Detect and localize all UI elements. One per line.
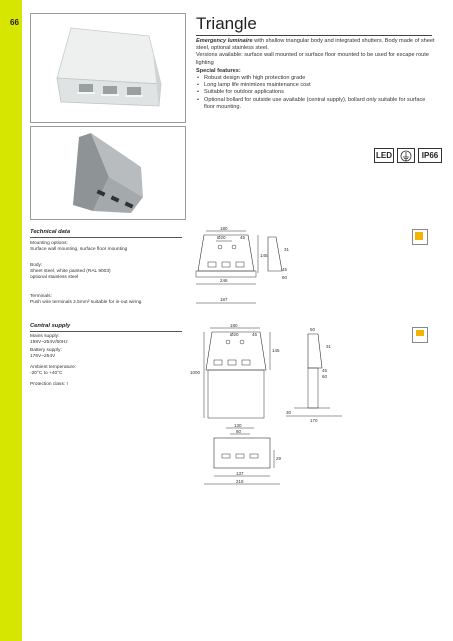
central-supply-heading: Central supply [30,323,71,329]
battery-value: 176V~254V [30,354,56,360]
dim-label: 1000 [190,370,201,375]
dim-label: 170 [310,418,318,423]
dim-label: 130 [234,423,242,428]
floor-mount-symbol-icon [412,327,428,343]
battery-supply [30,348,190,360]
dim-label: 137 [236,471,244,476]
led-badge: LED [374,148,394,163]
dim-label: 187 [220,297,228,302]
dim-label: 45 [282,267,288,272]
ambient-label: Ambient temperature: [30,365,77,370]
dim-label: 180 [230,323,238,328]
mains-supply [30,334,190,346]
accent-sidebar [0,0,22,641]
feature-item: • Suitable for outdoor applications [204,89,436,96]
title-divider [196,35,432,36]
product-title: Triangle [196,14,257,33]
wall-mount-symbol-icon [412,229,428,245]
technical-data-heading: Technical data [30,229,71,235]
features-heading: Special features: [196,67,241,74]
ambient-value: -20°C to +40°C [30,371,63,377]
description-lead-text: with shallow triangular body and integrated shutters. Body made of sheet steel, optional stainless steel. [196,38,435,52]
dim-label: 145 [260,253,268,258]
wall-luminaire-image [31,14,185,122]
mounting-label: Mounting options: [30,241,68,246]
terminals-label: Terminals: [30,294,52,299]
dimension-drawing-bollard [190,322,350,427]
dim-label: 29 [276,456,282,461]
ambient-temperature [30,365,190,377]
battery-label: Battery supply: [30,348,62,353]
body-value: Sheet steel, white painted (RAL 9003) [30,269,111,275]
ip66-badge: IP66 [418,148,442,163]
technical-data-rule [30,237,182,238]
certification-badges [374,148,442,163]
description-lead: Emergency luminaire [196,38,253,44]
dimension-drawing-wall [190,225,300,333]
body-label: Body: [30,263,43,268]
product-photo-wall [30,13,186,123]
dim-label: 80 [236,429,242,434]
page-number: 66 [10,18,19,27]
body-material [30,263,190,282]
product-photo-stainless [30,126,186,220]
protection-class: Protection class: I [30,382,68,387]
features-list [196,75,436,111]
mains-value: 198V~254V/50Hz [30,340,68,346]
body-value-option: optional stainless steel [30,275,79,281]
description-versions: Versions available: surface wall mounted or surface floor mounted to be used for escape route lighting [196,52,429,66]
dim-label: 145 [272,348,280,353]
terminals [30,294,190,306]
product-description [196,38,436,111]
dim-label: 45 [240,235,246,240]
feature-item: • Robust design with high protection grade [204,75,436,82]
dim-label: 30 [286,410,292,415]
dim-label: 45 [252,332,258,337]
description-intro [196,38,436,52]
feature-item: • Long lamp life minimizes maintenance cost [204,82,436,89]
dim-label: 45 [322,368,328,373]
dim-label: 180 [220,226,228,231]
dim-label: Ø20 [217,235,226,240]
dim-label: Ø20 [230,332,239,337]
dim-label: 60 [322,374,328,379]
mounting-value: Surface wall mounting, surface floor mounting [30,247,128,253]
feature-item: • Optional bollard for outside use available (central supply), bollard only suitable for surface floor mounting. [204,97,436,111]
terminals-value: Push wire terminals 2.5mm² suitable for in-out wiring [30,300,142,306]
dim-label: 219 [236,479,244,484]
dim-label: 60 [282,275,288,280]
mains-label: Mains supply: [30,334,60,339]
dimension-drawing-floor [200,422,290,494]
mounting-options [30,241,190,253]
protection-class-icon [397,148,415,163]
dim-label: 50 [310,327,316,332]
dim-label: 31 [326,344,332,349]
dim-label: 246 [220,278,228,283]
stainless-luminaire-image [31,127,185,219]
central-supply-rule [30,331,182,332]
dim-label: 31 [284,247,290,252]
